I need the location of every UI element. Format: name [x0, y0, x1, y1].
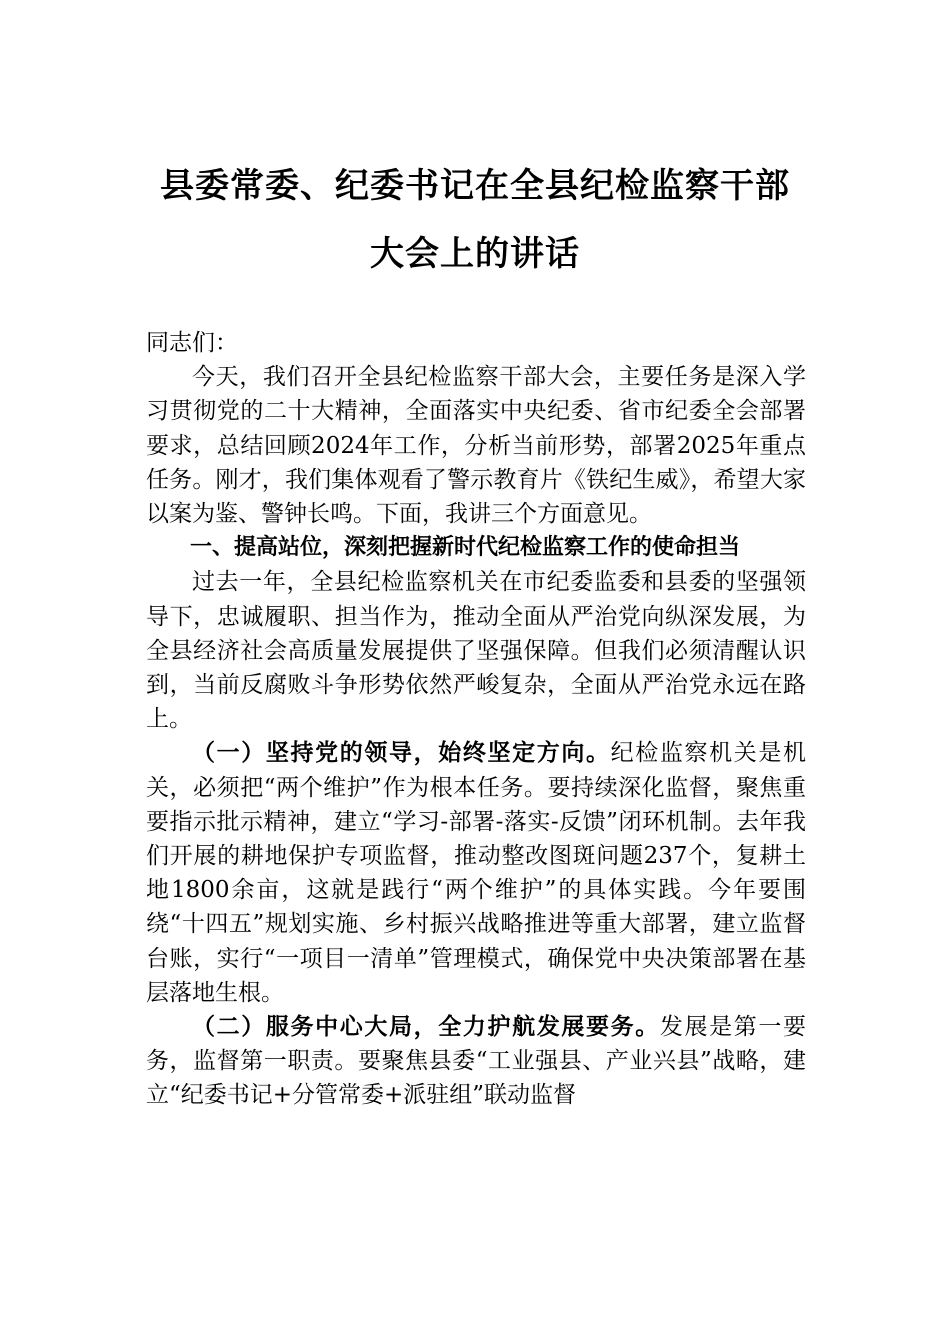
document-title-line-1: 县委常委、纪委书记在全县纪检监察干部: [160, 166, 790, 206]
paragraph-section-1: [146, 736, 806, 1010]
section-2-text: 发展是第一要务，监督第一职责。要聚焦县委“工业强县、产业兴县”战略，建立“纪委书记+分管常委+派驻组”联动监督: [146, 1014, 806, 1109]
section-heading-1: 一、提高站位，深刻把握新时代纪检监察工作的使命担当: [190, 535, 741, 561]
paragraph-review: 过去一年，全县纪检监察机关在市纪委监委和县委的坚强领导下，忠诚履职、担当作为，推动全面从严治党向纵深发展，为全县经济社会高质量发展提供了坚强保障。但我们必须清醒认识到，当前反腐败斗争形势依然严峻复杂，全面从严治党永远在路上。: [146, 569, 806, 733]
paragraph-intro: 今天，我们召开全县纪检监察干部大会，主要任务是深入学习贯彻党的二十大精神，全面落实中央纪委、省市纪委全会部署要求，总结回顾2024年工作，分析当前形势，部署2025年重点任务。刚才，我们集体观看了警示教育片《铁纪生威》，希望大家以案为鉴、警钟长鸣。下面，我讲三个方面意见。: [146, 364, 806, 528]
section-2-lead: （二）服务中心大局，全力护航发展要务。: [192, 1013, 660, 1041]
salutation: 同志们：: [146, 330, 238, 356]
document-title-line-2: 大会上的讲话: [370, 234, 580, 274]
section-1-lead: （一）坚持党的领导，始终坚定方向。: [192, 739, 611, 767]
section-1-text: 纪检监察机关是机关，必须把“两个维护”作为根本任务。要持续深化监督，聚焦重要指示批示精神，建立“学习-部署-落实-反馈”闭环机制。去年我们开展的耕地保护专项监督，推动整改图斑问题237个，复耕土地1800余亩，这就是践行“两个维护”的具体实践。今年要围绕“十四五”规划实施、乡村振兴战略推进等重大部署，建立监督台账，实行“一项目一清单”管理模式，确保党中央决策部署在基层落地生根。: [146, 740, 806, 1006]
document-body: [146, 326, 806, 1113]
paragraph-section-2: [146, 1010, 806, 1113]
